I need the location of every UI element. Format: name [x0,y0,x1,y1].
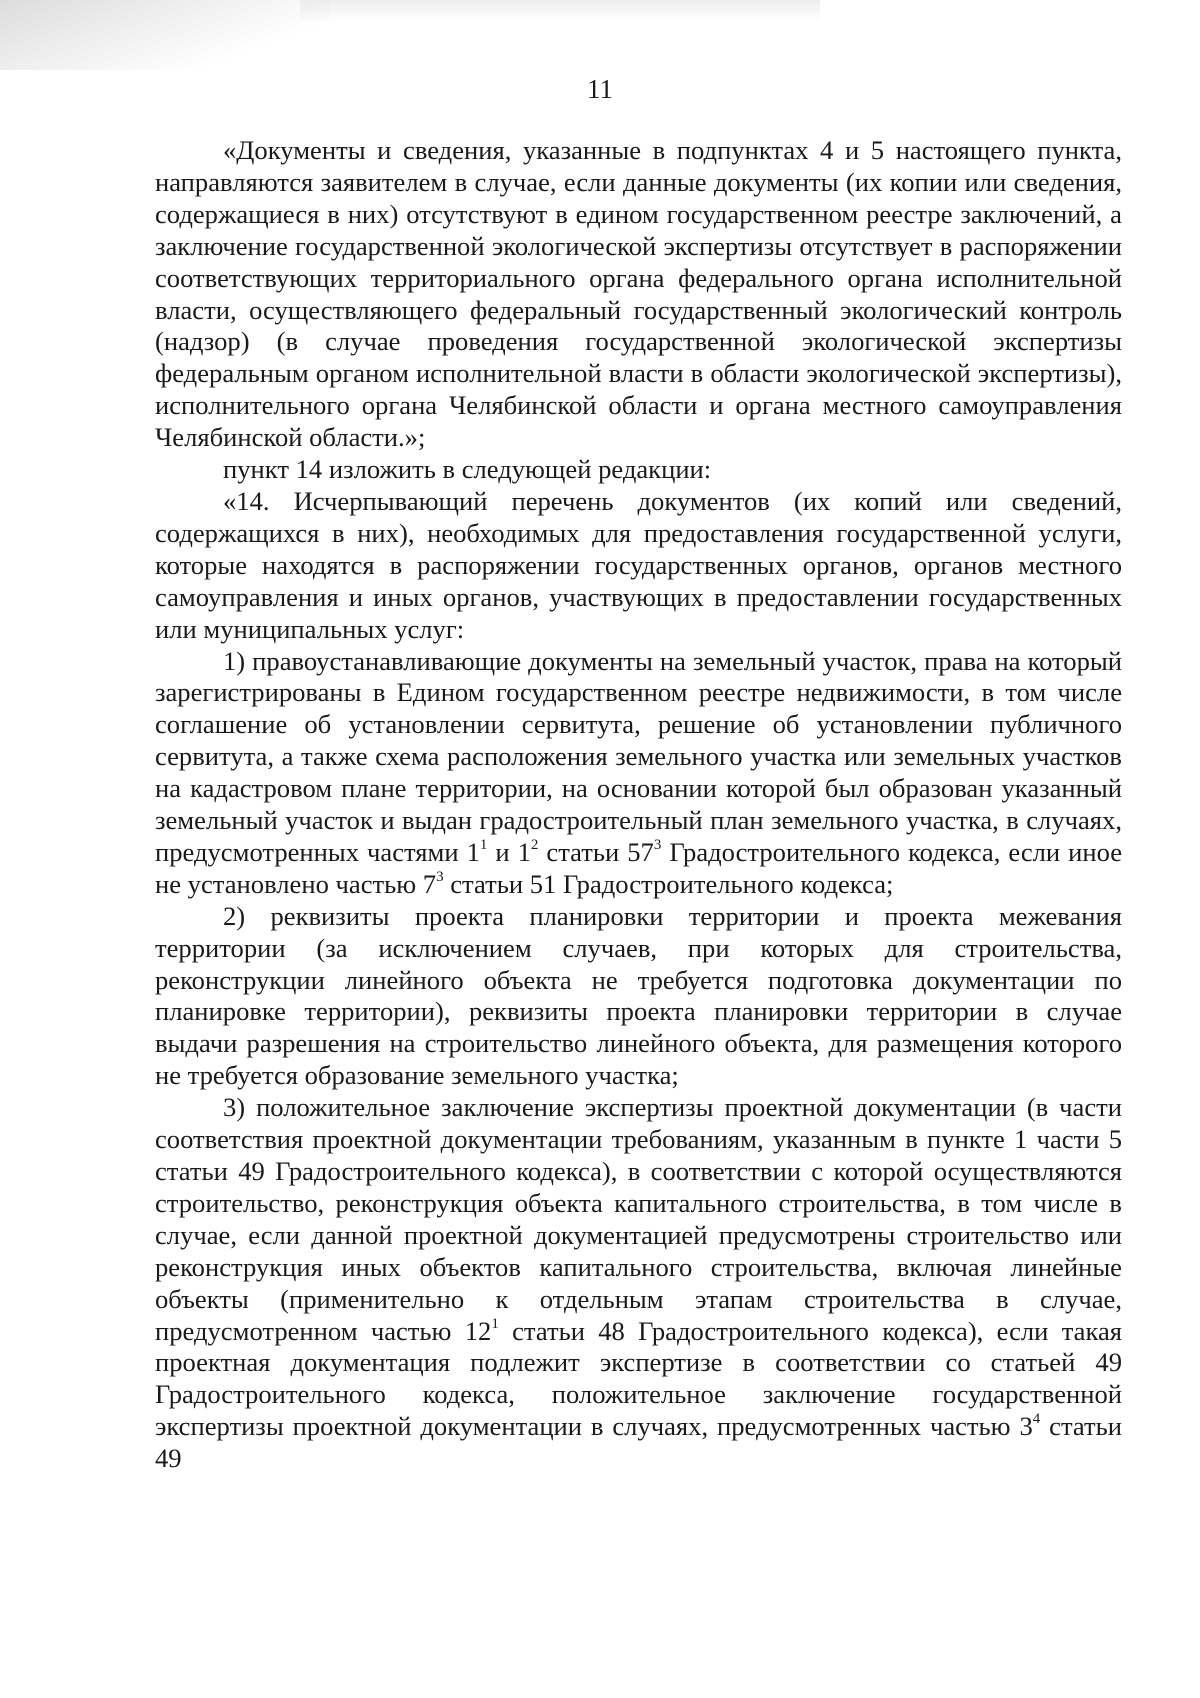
text-run: «14. Исчерпывающий перечень документов (их копий или сведений, содержащихся в них), необходимых для предоставления государственной услуги, которые находятся в распоряжении государственных органов, органов местного самоуправления и иных органов, участвующих в предоставлении государственных или муниципальных услуг: [155,485,1122,644]
text-run: статьи 48 Градостроительного кодекса), если такая проектная документация подлежит экспертизе в соответствии со статьей 49 Градостроительного кодекса, положительное заключение государственной экспертизы проектной документации в случаях, предусмотренных частью 3 [155,1315,1122,1442]
superscript: 1 [479,837,488,854]
text-run: 3) положительное заключение экспертизы проектной документации (в части соответствия проектной документации требованиям, указанным в пункте 1 части 5 статьи 49 Градостроительного кодекса), в соответствии с которой осуществляются строительство, реконструкция объекта капитального строительства, в том числе в случае, если данной проектной документацией предусмотрены строительство или реконструкция иных объектов капитального строительства, включая линейные объекты (применительно к отдельным этапам строительства в случае, предусмотренном частью 12 [155,1092,1122,1346]
text-run: Градостроительного кодекса, если иное не установлено частью 7 [155,836,1122,899]
text-run: и 1 [487,836,531,867]
paragraph [155,454,1122,486]
superscript: 4 [1032,1411,1041,1428]
paragraph [155,135,1122,454]
paragraph [155,1092,1122,1475]
text-run: «Документы и сведения, указанные в подпунктах 4 и 5 настоящего пункта, направляются заявителем в случае, если данные документы (их копии или сведения, содержащиеся в них) отсутствуют в едином государственном реестре заключений, а заключение государственной экологической экспертизы отсутствует в распоряжении соответствующих территориального органа федерального органа исполнительной власти, осуществляющего федеральный государственный экологический контроль (надзор) (в случае проведения государственной экологической экспертизы федеральным органом исполнительной власти в области экологической экспертизы), исполнительного органа Челябинской области и органа местного самоуправления Челябинской области.»; [155,135,1122,453]
superscript: 3 [653,837,662,854]
superscript: 3 [436,868,444,885]
text-run: статьи 51 Градостроительного кодекса; [443,868,894,899]
paragraph [155,901,1122,1092]
text-run: статьи 57 [538,836,654,867]
text-run: пункт 14 изложить в следующей редакции: [223,454,712,485]
page-number: 11 [587,74,613,104]
superscript: 1 [491,1315,499,1332]
paragraph [155,486,1122,646]
document-body [155,135,1122,1475]
scan-shadow-top [300,0,820,22]
text-run: 2) реквизиты проекта планировки территории и проекта межевания территории (за исключением случаев, при которых для строительства, реконструкции линейного объекта не требуется подготовка документации по планировке территории), реквизиты проекта планировки территории в случае выдачи разрешения на строительство линейного объекта, для размещения которого не требуется образование земельного участка; [155,900,1122,1091]
paragraph [155,646,1122,901]
text-run: 1) правоустанавливающие документы на земельный участок, права на который зарегистрированы в Едином государственном реестре недвижимости, в том числе соглашение об установлении сервитута, решение об установлении публичного сервитута, а также схема расположения земельного участка или земельных участков на кадастровом плане территории, на основании которой был образован указанный земельный участок и выдан градостроительный план земельного участка, в случаях, предусмотренных частями 1 [155,645,1122,867]
scan-shadow [0,0,330,70]
text-run: статьи 49 [155,1411,1122,1474]
superscript: 2 [530,837,539,854]
